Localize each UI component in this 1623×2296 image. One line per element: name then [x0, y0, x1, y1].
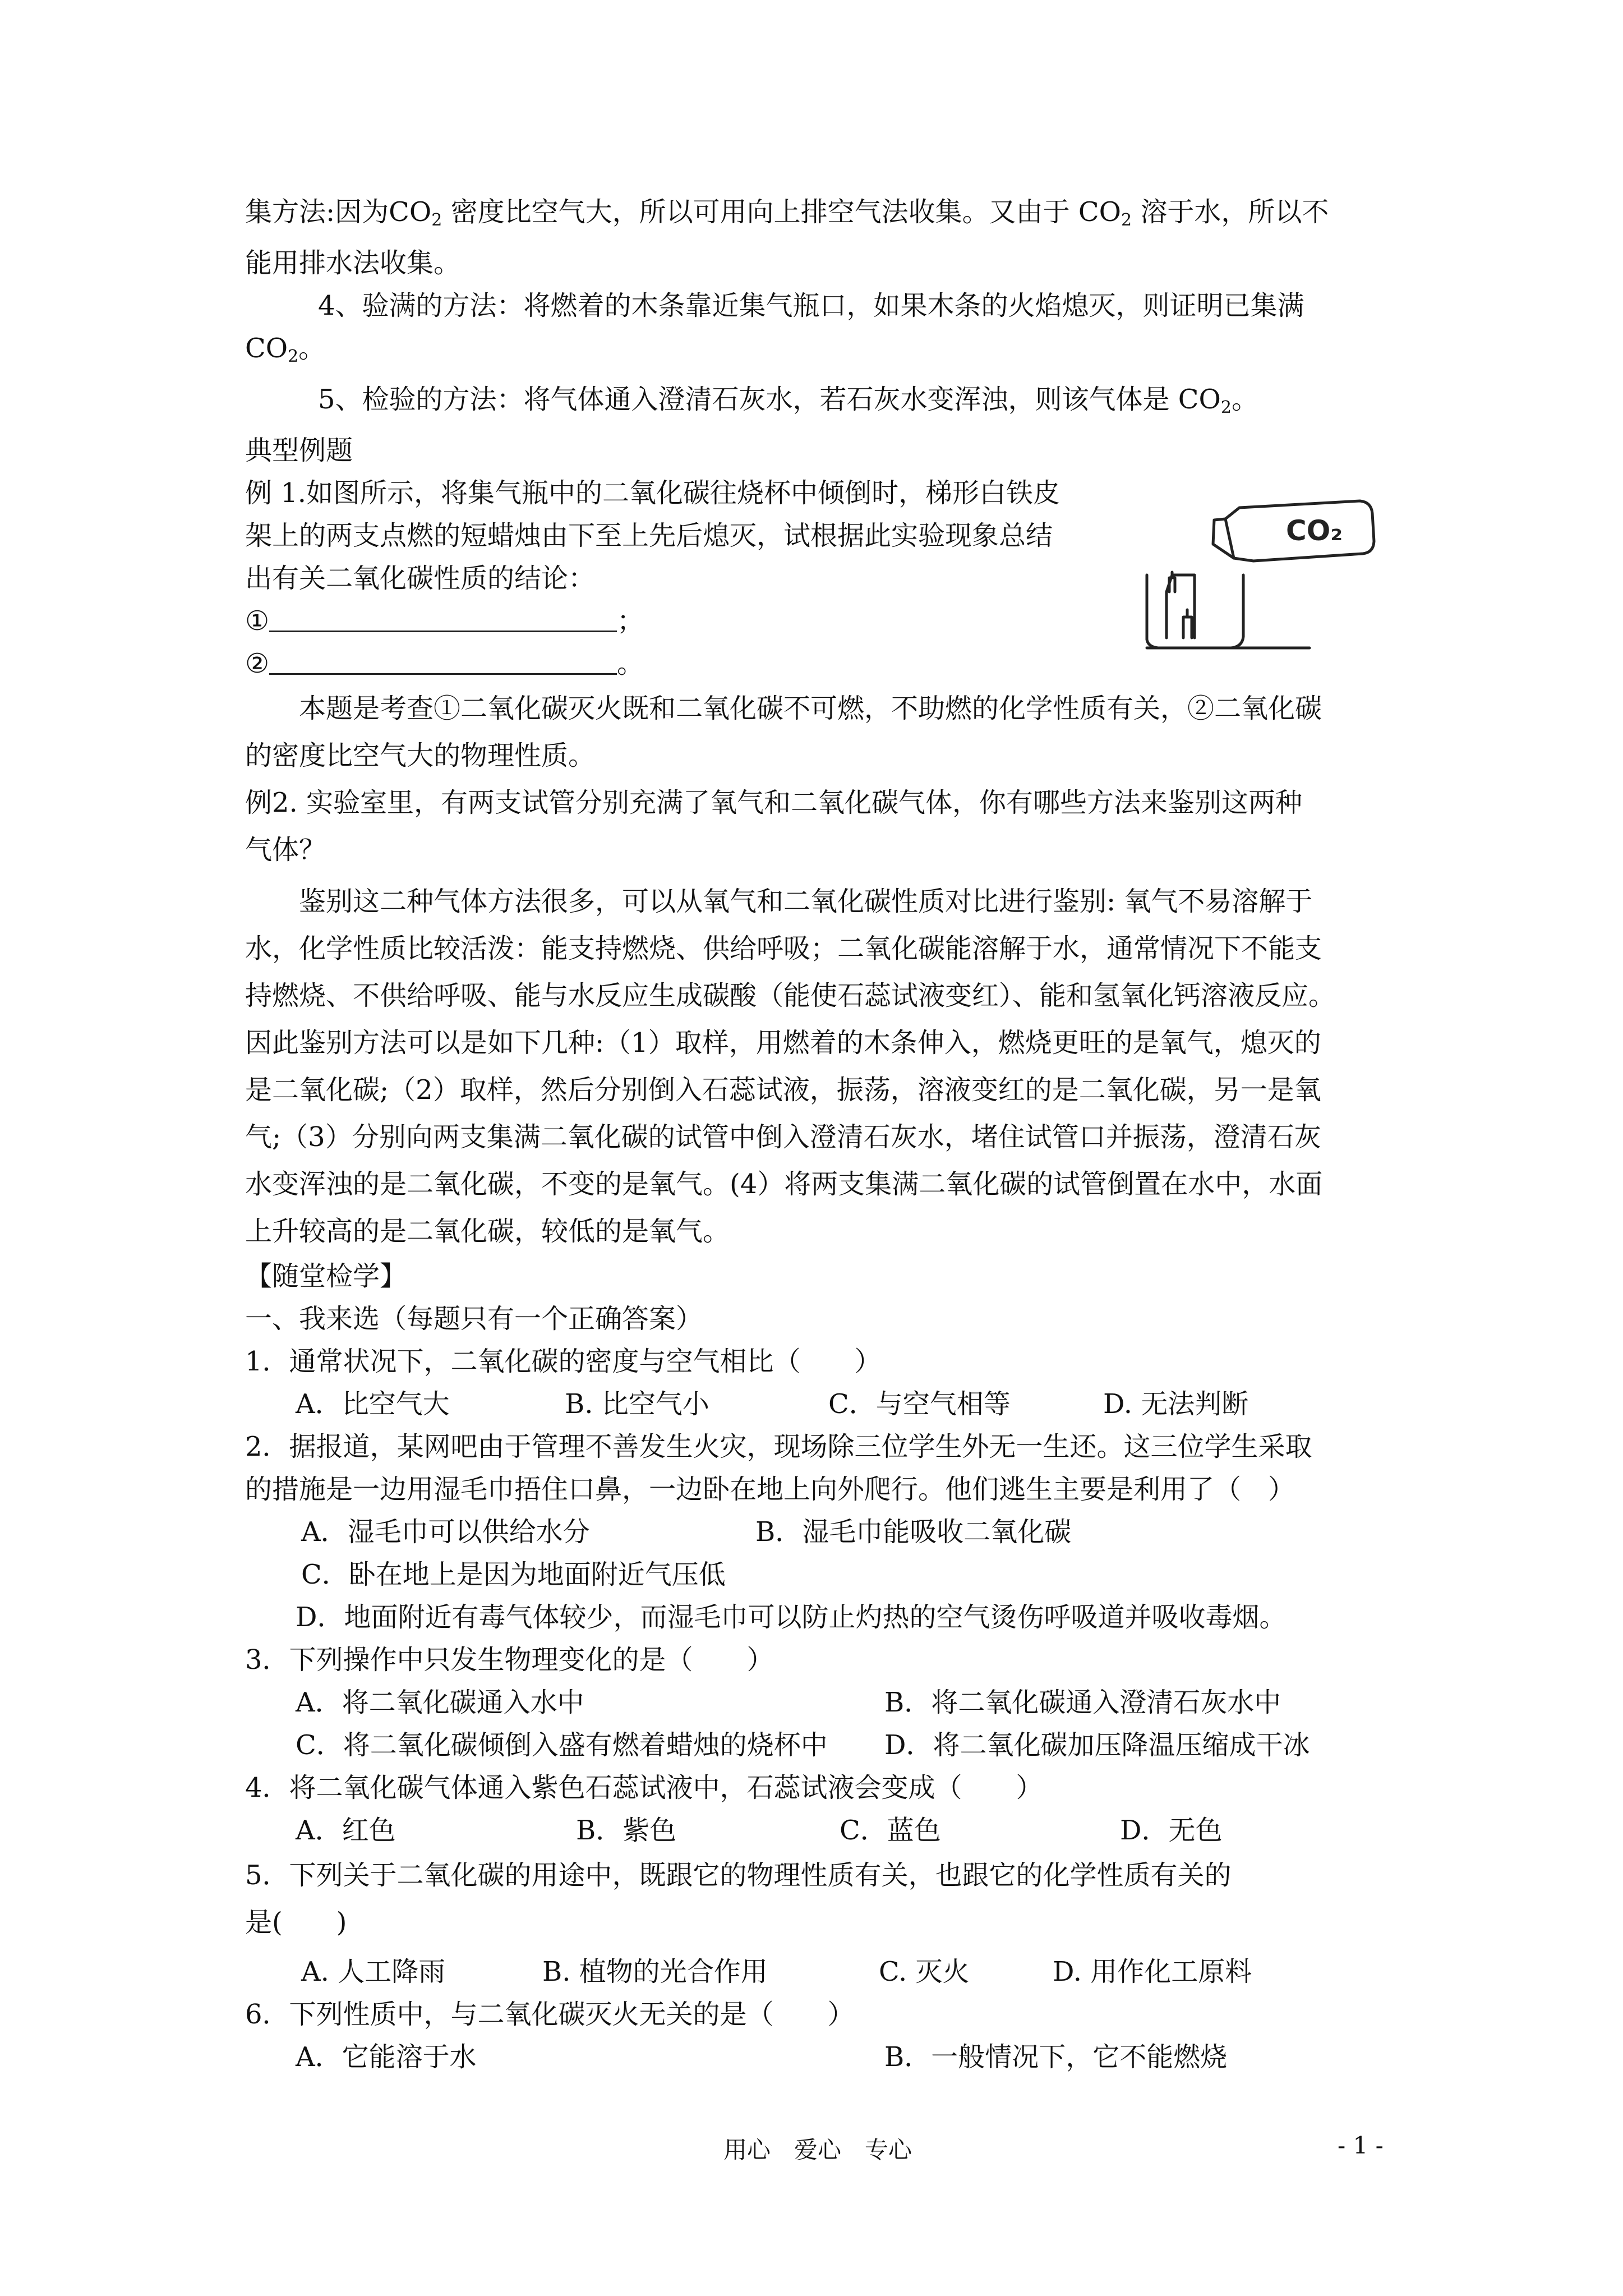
q4-option-c[interactable]: C．蓝色: [840, 1815, 941, 1846]
example2-answer-line: 水，化学性质比较活泼：能支持燃烧、供给呼吸；二氧化碳能溶解于水，通常情况下不能支: [245, 933, 1322, 964]
example1-blank1: ① ；: [245, 605, 644, 637]
q3-option-b[interactable]: B．将二氧化碳通入澄清石灰水中: [884, 1687, 1281, 1718]
example2-answer-line: 鉴别这二种气体方法很多，可以从氧气和二氧化碳性质对比进行鉴别: 氧气不易溶解于: [299, 886, 1313, 917]
candle-high: [1169, 578, 1175, 592]
q1-option-c[interactable]: C．与空气相等: [828, 1388, 1011, 1420]
example1-block: [245, 472, 1154, 685]
q6-options-ab: [245, 2036, 1400, 2078]
example2-answer-line: 因此鉴别方法可以是如下几种:（1）取样，用燃着的木条伸入，燃烧更旺的是氧气，熄灭的: [245, 1027, 1321, 1059]
q2-option-c[interactable]: C．卧在地上是因为地面附近气压低: [301, 1559, 726, 1590]
full-check-line1: 4、验满的方法：将燃着的木条靠近集气瓶口，如果木条的火焰熄灭，则证明已集满: [318, 290, 1304, 321]
document-body: [245, 191, 1400, 2078]
q2-option-b[interactable]: B．湿毛巾能吸收二氧化碳: [755, 1516, 1072, 1548]
q1-option-a[interactable]: A．比空气大: [296, 1388, 450, 1420]
page-number: - 1 -: [1338, 2132, 1384, 2159]
q5-stem-line2: 是( ): [245, 1907, 347, 1938]
q5-option-b[interactable]: B. 植物的光合作用: [542, 1956, 768, 1987]
q5-option-d[interactable]: D. 用作化工原料: [1053, 1956, 1252, 1987]
example2-line1: 例2. 实验室里，有两支试管分别充满了氧气和二氧化碳气体，你有哪些方法来鉴别这两种: [245, 787, 1303, 818]
q5-options: [245, 1950, 1400, 1993]
example1-blank2: ② 。: [245, 648, 644, 679]
q1-options: [245, 1383, 1400, 1425]
q1-option-d[interactable]: D. 无法判断: [1103, 1388, 1249, 1420]
q3-option-c[interactable]: C．将二氧化碳倾倒入盛有燃着蜡烛的烧杯中: [296, 1729, 828, 1761]
q4-option-a[interactable]: A．红色: [296, 1815, 396, 1846]
quiz-heading: 【随堂检学】: [245, 1260, 407, 1292]
q2-options-ab: [245, 1511, 1400, 1553]
example1-line2: 架上的两支点燃的短蜡烛由下至上先后熄灭，试根据此实验现象总结: [245, 520, 1053, 551]
q1-option-b[interactable]: B. 比空气小: [565, 1388, 709, 1420]
example2-answer-line: 气;（3）分别向两支集满二氧化碳的试管中倒入澄清石灰水，堵住试管口并振荡，澄清石灰: [245, 1121, 1321, 1153]
q6-stem: 6．下列性质中，与二氧化碳灭火无关的是（ ）: [245, 1999, 855, 2030]
q3-options-ab: [245, 1681, 1400, 1724]
example2-answer-line: 是二氧化碳;（2）取样，然后分别倒入石蕊试液，振荡，溶液变红的是二氧化碳，另一是氧: [245, 1074, 1321, 1106]
q3-option-d[interactable]: D．将二氧化碳加压降温压缩成干冰: [884, 1729, 1310, 1761]
q2-option-a[interactable]: A．湿毛巾可以供给水分: [301, 1516, 590, 1548]
example2-line2: 气体？: [245, 834, 326, 866]
q4-option-b[interactable]: B．紫色: [576, 1815, 677, 1846]
q4-option-d[interactable]: D．无色: [1120, 1815, 1223, 1846]
q4-options: [245, 1809, 1400, 1852]
q2-stem-line1: 2．据报道，某网吧由于管理不善发生火灾，现场除三位学生外无一生还。这三位学生采取: [245, 1431, 1312, 1462]
example1-answer-line2: 的密度比空气大的物理性质。: [245, 740, 596, 771]
figure-co2-label: CO₂: [1286, 514, 1343, 547]
q6-option-a[interactable]: A．它能溶于水: [296, 2041, 477, 2073]
answer-blank-2[interactable]: [269, 648, 617, 675]
example1-answer-line1: 本题是考查①二氧化碳灭火既和二氧化碳不可燃，不助燃的化学性质有关，②二氧化碳: [299, 693, 1322, 724]
q5-option-a[interactable]: A. 人工降雨: [301, 1956, 446, 1987]
example2-answer-line: 持燃烧、不供给呼吸、能与水反应生成碳酸（能使石蕊试液变红）、能和氢氧化钙溶液反应。: [245, 980, 1336, 1011]
q5-stem-line1: 5．下列关于二氧化碳的用途中，既跟它的物理性质有关，也跟它的化学性质有关的: [245, 1860, 1232, 1891]
full-check-line2: $CO_2$。: [245, 333, 326, 366]
example1-line3: 出有关二氧化碳性质的结论：: [245, 563, 596, 594]
q1-stem: 1．通常状况下，二氧化碳的密度与空气相比（ ）: [245, 1346, 882, 1377]
candle-low: [1183, 617, 1192, 638]
q5-option-c[interactable]: C. 灭火: [879, 1956, 970, 1987]
answer-blank-1[interactable]: [269, 606, 617, 632]
collection-method-line2: 能用排水法收集。: [245, 247, 461, 279]
example2-answer: [245, 878, 1400, 1255]
collection-method-line1: 集方法:因为$CO_2$ 密度比空气大，所以可用向上排空气法收集。又由于 $CO_2$ 溶于水，所以不: [245, 196, 1329, 230]
q3-stem: 3．下列操作中只发生物理变化的是（ ）: [245, 1644, 774, 1676]
q6-option-b[interactable]: B．一般情况下，它不能燃烧: [884, 2041, 1228, 2073]
co2-pouring-figure: [1141, 485, 1394, 654]
q3-option-a[interactable]: A．将二氧化碳通入水中: [296, 1687, 584, 1718]
q2-option-d[interactable]: D．地面附近有毒气体较少，而湿毛巾可以防止灼热的空气烫伤呼吸道并吸收毒烟。: [296, 1602, 1287, 1633]
section1-heading: 一、我来选（每题只有一个正确答案）: [245, 1303, 703, 1335]
example1-line1: 例 1.如图所示，将集气瓶中的二氧化碳往烧杯中倾倒时，梯形白铁皮: [245, 477, 1061, 509]
footer-motto: 用心 爱心 专心: [723, 2136, 912, 2164]
q2-stem-line2: 的措施是一边用湿毛巾捂住口鼻，一边卧在地上向外爬行。他们逃生主要是利用了（ ）: [245, 1474, 1295, 1505]
q3-options-cd: [245, 1724, 1400, 1766]
typical-examples-heading: 典型例题: [245, 435, 353, 466]
q4-stem: 4．将二氧化碳气体通入紫色石蕊试液中，石蕊试液会变成（ ）: [245, 1772, 1043, 1803]
test-method-line: 5、检验的方法：将气体通入澄清石灰水，若石灰水变浑浊，则该气体是 $CO_2$。: [318, 384, 1258, 417]
example2-answer-line: 上升较高的是二氧化碳，较低的是氧气。: [245, 1216, 730, 1247]
example2-answer-line: 水变浑浊的是二氧化碳，不变的是氧气。(4）将两支集满二氧化碳的试管倒置在水中，水面: [245, 1168, 1323, 1200]
